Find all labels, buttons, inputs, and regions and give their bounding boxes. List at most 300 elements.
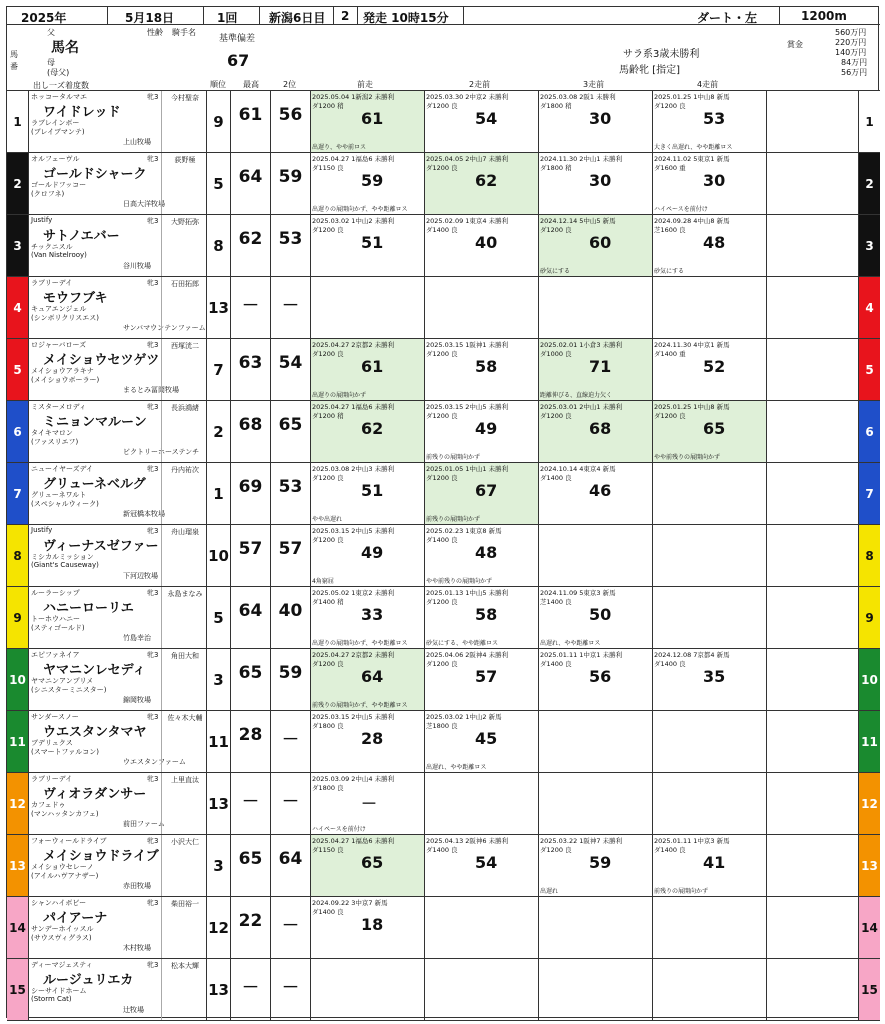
dam-name: シーサイドホーム [31, 987, 87, 995]
sire-name: ロジャーバローズ [31, 341, 87, 349]
race-course: ダ1400 良 [654, 846, 686, 854]
race-course: ダ1200 良 [654, 412, 686, 420]
blank-cell [767, 649, 858, 710]
blank-cell [767, 959, 858, 1020]
past-race [425, 339, 539, 400]
sire-name: ホッコータルマエ [31, 93, 87, 101]
jockey-block [161, 401, 207, 462]
race-note: やや前残りの展開向かず [654, 454, 721, 461]
race-note: 大きく出遅れ、やや距離ロス [654, 144, 733, 151]
horse-row [7, 711, 880, 773]
past-race [311, 525, 425, 586]
sire-name: ルーラーシップ [31, 589, 80, 597]
blank-cell [767, 773, 858, 834]
best-score: － [231, 773, 271, 834]
past-race [539, 897, 653, 958]
race-score: 61 [361, 357, 384, 376]
past-race [425, 277, 539, 338]
horse-name[interactable]: ヴィーナスゼファー [43, 539, 159, 554]
rank-value: 3 [207, 649, 231, 710]
horse-row [7, 835, 880, 897]
horse-number-right: 9 [858, 587, 880, 648]
horse-name[interactable]: パイアーナ [43, 911, 108, 926]
dam-name: ブデリュクス [31, 739, 73, 747]
past-race [425, 91, 539, 152]
past-race [311, 897, 425, 958]
horse-name-header: 馬名 [51, 40, 79, 56]
race-note: 出遅りの展開向かず、やや距離ロス [312, 206, 408, 213]
breeder-name: まるとみ冨岡牧場 [123, 386, 179, 394]
jockey-name: 大野拓弥 [171, 218, 199, 226]
race-course: ダ1400 良 [654, 660, 686, 668]
race-course: ダ1200 良 [540, 846, 572, 854]
race-date-venue: 2025.03.22 1阪神7 未勝利 [540, 837, 623, 845]
damsire-name: (サウスヴィグラス) [31, 934, 92, 942]
best-score: 22 [231, 897, 271, 958]
damsire-name: (スマートファルコン) [31, 748, 99, 756]
dam-name: ミシカルミッション [31, 553, 94, 561]
race-condition-2: 馬齢牝 [指定] [619, 65, 680, 76]
breeder-name: ビクトリーホーステンチ [123, 448, 200, 456]
race-score: 58 [475, 605, 498, 624]
best-score: － [231, 959, 271, 1020]
best-score: 63 [231, 339, 271, 400]
horse-name[interactable]: ハニーローリエ [43, 601, 134, 616]
jockey-block [161, 711, 207, 772]
horse-number-right: 11 [858, 711, 880, 772]
rank-value: 9 [207, 91, 231, 152]
damsire-name: (Storm Cat) [31, 995, 72, 1003]
past-race [311, 649, 425, 710]
dam-name: メイショウセレーノ [31, 863, 94, 871]
sex-age: 牝3 [147, 899, 159, 907]
past-race [539, 91, 653, 152]
race-course: ダ1200 良 [426, 164, 458, 172]
best-score: 28 [231, 711, 271, 772]
jockey-name: 角田大和 [171, 652, 199, 660]
jockey-name: 石田拓郎 [171, 280, 199, 288]
race-score: 46 [589, 481, 612, 500]
horse-number-right: 15 [858, 959, 880, 1020]
horse-number: 8 [7, 525, 29, 586]
horse-name[interactable]: ヴィオラダンサー [43, 787, 147, 802]
race-course: ダ1400 良 [426, 226, 458, 234]
race-score: 64 [361, 667, 384, 686]
horse-number-right: 1 [858, 91, 880, 152]
race-note: 砂気にする [540, 268, 571, 275]
horse-row [7, 649, 880, 711]
race-date-venue: 2025.03.01 2中山1 未勝利 [540, 403, 623, 411]
past-race [311, 773, 425, 834]
race-score: 62 [361, 419, 384, 438]
race-course: ダ1400 重 [654, 350, 686, 358]
past-race [311, 587, 425, 648]
rank-value: 7 [207, 339, 231, 400]
sire-name: シャンハイボビー [31, 899, 87, 907]
past-race [539, 401, 653, 462]
horse-row [7, 525, 880, 587]
blank-cell [767, 463, 858, 524]
jockey-name: 松本大輝 [171, 962, 199, 970]
race-date-venue: 2025.02.01 1小倉3 未勝利 [540, 341, 623, 349]
race-course: ダ1200 稍 [312, 102, 344, 110]
race-score: 65 [361, 853, 384, 872]
race-score: 51 [361, 233, 384, 252]
race-kai: 1回 [217, 11, 238, 25]
jockey-block [161, 339, 207, 400]
rank-value: 13 [207, 773, 231, 834]
damsire-name: (Van Nistelrooy) [31, 251, 87, 259]
past-race [425, 401, 539, 462]
past-race [653, 587, 767, 648]
race-date-venue: 2025.03.15 1阪神1 未勝利 [426, 341, 509, 349]
sex-age: 牝3 [147, 589, 159, 597]
race-score: 30 [703, 171, 726, 190]
jockey-block [161, 835, 207, 896]
past-race [539, 153, 653, 214]
race-course: ダ1800 稍 [540, 164, 572, 172]
breeder-name: ウエスタンファーム [123, 758, 186, 766]
race-date-venue: 2025.01.25 1中山8 新馬 [654, 403, 730, 411]
dam-name: ゴールドフッコー [31, 181, 87, 189]
sex-age: 牝3 [147, 527, 159, 535]
second-score: － [271, 959, 311, 1020]
race-score: 41 [703, 853, 726, 872]
best-score: － [231, 277, 271, 338]
sex-age: 牝3 [147, 155, 159, 163]
sex-age: 牝3 [147, 93, 159, 101]
blank-cell [767, 401, 858, 462]
rank-value: 8 [207, 215, 231, 276]
race-note: やや前残りの展開向かず [426, 578, 493, 585]
race-score: － [361, 794, 378, 813]
race-date: 5月18日 [125, 11, 175, 25]
race-course: ダ1600 重 [654, 164, 686, 172]
race-date-venue: 2025.01.11 1中京1 未勝利 [540, 651, 623, 659]
second-score: 56 [271, 91, 311, 152]
race-date-venue: 2025.03.02 1中山2 新馬 [426, 713, 502, 721]
past-race [311, 959, 425, 1020]
blank-cell [767, 525, 858, 586]
past-race [653, 277, 767, 338]
distance: 1200m [801, 9, 847, 23]
breeder-name: 辻牧場 [123, 1006, 144, 1014]
race-date-venue: 2024.09.28 4中山8 新馬 [654, 217, 730, 225]
breeder-name: サンバマウンテンファーム [123, 324, 206, 332]
jockey-block [161, 959, 207, 1020]
race-course: ダ1000 良 [540, 350, 572, 358]
horse-name[interactable]: グリューネベルグ [43, 477, 146, 492]
race-note: 出遅り、やや前ロス [312, 144, 367, 151]
race-note: 砂気にする、やや距離ロス [426, 640, 499, 647]
horse-row [7, 401, 880, 463]
race-date-venue: 2025.03.15 2中山5 未勝利 [426, 403, 509, 411]
past-race [539, 587, 653, 648]
race-note: 出遅りの展開向かず、やや距離ロス [312, 640, 408, 647]
horse-row [7, 339, 880, 401]
sex-age: 牝3 [147, 651, 159, 659]
race-date-venue: 2024.12.14 5中山5 新馬 [540, 217, 616, 225]
sire-name: フォーウィールドライブ [31, 837, 107, 845]
past-race [539, 959, 653, 1020]
race-course: ダ1800 稍 [540, 102, 572, 110]
blank-cell [767, 897, 858, 958]
race-score: 48 [703, 233, 726, 252]
rank-value: 3 [207, 835, 231, 896]
horse-name[interactable]: ウエスタンタマヤ [43, 725, 147, 740]
race-course: ダ1200 良 [426, 412, 458, 420]
breeder-name: 下河辺牧場 [123, 572, 158, 580]
past-race [653, 401, 767, 462]
jockey-name: 今村聖奈 [171, 94, 199, 102]
past-race [425, 215, 539, 276]
horse-number: 2 [7, 153, 29, 214]
dam-name: キュアエンジェル [31, 305, 87, 313]
race-course: 芝1400 良 [540, 598, 572, 606]
race-date-venue: 2025.01.25 1中山8 新馬 [654, 93, 730, 101]
race-score: 53 [703, 109, 726, 128]
sire-name: エピファネイア [31, 651, 80, 659]
jockey-block [161, 773, 207, 834]
best-score: 57 [231, 525, 271, 586]
race-score: 30 [589, 109, 612, 128]
best-score: 69 [231, 463, 271, 524]
race-score: 28 [361, 729, 384, 748]
race-note: やや出遅れ [312, 516, 343, 523]
horse-number-right: 7 [858, 463, 880, 524]
jockey-name: 丹内祐次 [171, 466, 199, 474]
race-number: 2 [341, 9, 350, 23]
race-score: 33 [361, 605, 384, 624]
race-score: 50 [589, 605, 612, 624]
race-course: ダ1400 良 [540, 474, 572, 482]
base-value: 67 [227, 51, 250, 70]
race-date-venue: 2025.04.13 2阪神6 未勝利 [426, 837, 509, 845]
jockey-name: 佐々木大輔 [167, 714, 203, 722]
race-note: 前残りの展開向かず [426, 454, 481, 461]
horse-number-right: 6 [858, 401, 880, 462]
race-course: 芝1600 良 [654, 226, 686, 234]
breeder-name: 谷川牧場 [123, 262, 151, 270]
race-note: 4角窮屈 [312, 578, 334, 585]
rank-value: 1 [207, 463, 231, 524]
race-note: 前残りの展開向かず、やや距離ロス [312, 702, 408, 709]
past-race [653, 897, 767, 958]
horse-number: 14 [7, 897, 29, 958]
race-note: 前残りの展開向かず [654, 888, 709, 895]
past-race [425, 587, 539, 648]
blank-cell [767, 339, 858, 400]
race-score: 65 [703, 419, 726, 438]
blank-cell [767, 91, 858, 152]
race-course: ダ1150 良 [312, 846, 344, 854]
sire-name: サンダースノー [31, 713, 79, 721]
past-race [425, 773, 539, 834]
second-score: － [271, 773, 311, 834]
race-date-venue: 2024.11.30 2中山1 未勝利 [540, 155, 623, 163]
race-score: 18 [361, 915, 384, 934]
horse-number: 4 [7, 277, 29, 338]
race-course: ダ1200 良 [426, 474, 458, 482]
dam-name: ヤマニンアンプリメ [31, 677, 94, 685]
past-race [425, 153, 539, 214]
past-race [653, 463, 767, 524]
second-score: 59 [271, 649, 311, 710]
race-course: ダ1400 良 [426, 536, 458, 544]
horse-number-right: 13 [858, 835, 880, 896]
sex-age: 牝3 [147, 713, 159, 721]
past-race [653, 959, 767, 1020]
past-race [653, 773, 767, 834]
damsire-name: (Giant's Causeway) [31, 561, 99, 569]
breeder-name: 新冠橋本牧場 [123, 510, 165, 518]
horse-name[interactable]: ミニョンマルーン [43, 415, 147, 430]
second-score: 53 [271, 463, 311, 524]
sire-name: ディーマジェスティ [31, 961, 93, 969]
dam-name: メイショウアラキナ [31, 367, 94, 375]
horse-number-right: 12 [858, 773, 880, 834]
race-course: ダ1200 稍 [312, 412, 344, 420]
past-race [539, 649, 653, 710]
race-course: ダ1200 良 [312, 660, 344, 668]
past-race [311, 711, 425, 772]
race-course: 芝1800 良 [426, 722, 458, 730]
race-course: ダ1400 良 [540, 660, 572, 668]
best-score: 64 [231, 587, 271, 648]
race-date-venue: 2025.03.15 2中山5 未勝利 [312, 527, 395, 535]
dam-name: サンデーホイッスル [31, 925, 94, 933]
race-date-venue: 2025.04.27 1福島6 未勝利 [312, 155, 395, 163]
past-race [425, 711, 539, 772]
race-date-venue: 2025.04.27 1福島6 未勝利 [312, 403, 395, 411]
past-race [311, 401, 425, 462]
sire-name: ラブリーデイ [31, 279, 73, 287]
past-race [653, 339, 767, 400]
horse-number: 3 [7, 215, 29, 276]
horse-name[interactable]: メイショウドライブ [43, 849, 159, 864]
race-score: 52 [703, 357, 726, 376]
damsire-name: (シンボリクリスエス) [31, 314, 100, 322]
race-note: 前残りの展開向かず [426, 516, 481, 523]
race-score: 49 [475, 419, 498, 438]
race-course: ダ1200 良 [426, 102, 458, 110]
sex-age: 牝3 [147, 775, 159, 783]
rank-value: 5 [207, 587, 231, 648]
past-race [311, 277, 425, 338]
race-score: 35 [703, 667, 726, 686]
race-note: ハイペースを前付け [654, 206, 708, 213]
horse-row [7, 587, 880, 649]
race-date-venue: 2025.03.30 2中京2 未勝利 [426, 93, 509, 101]
horse-row [7, 463, 880, 525]
horse-name[interactable]: ワイドレッド [43, 105, 121, 120]
race-date-venue: 2025.03.09 2中山4 未勝利 [312, 775, 395, 783]
second-score: 57 [271, 525, 311, 586]
race-header [7, 7, 880, 25]
past-race [311, 339, 425, 400]
past-race [653, 711, 767, 772]
horse-name[interactable]: サトノエバー [43, 229, 120, 244]
race-date-venue: 2025.05.02 1東京2 未勝利 [312, 589, 395, 597]
race-score: 60 [589, 233, 612, 252]
jockey-block [161, 463, 207, 524]
horse-number: 13 [7, 835, 29, 896]
blank-cell [767, 215, 858, 276]
race-date-venue: 2025.04.27 2京都2 未勝利 [312, 651, 395, 659]
race-date-venue: 2025.04.27 1福島6 未勝利 [312, 837, 395, 845]
horse-row [7, 91, 880, 153]
horse-number-right: 4 [858, 277, 880, 338]
past-race [425, 835, 539, 896]
race-course: ダ1400 良 [426, 846, 458, 854]
horse-name[interactable]: ゴールドシャーク [43, 167, 147, 182]
breeder-name: 日高大洋牧場 [123, 200, 165, 208]
damsire-name: (クロフネ) [31, 190, 65, 198]
race-score: 59 [361, 171, 384, 190]
second-score: 53 [271, 215, 311, 276]
past-race [653, 215, 767, 276]
past-race [539, 463, 653, 524]
race-course: ダ1200 良 [426, 660, 458, 668]
damsire-name: (アイルハヴアナザー) [31, 872, 99, 880]
race-date-venue: 2025.05.04 1新潟2 未勝利 [312, 93, 395, 101]
horse-name[interactable]: ヤマニンレセディ [43, 663, 146, 678]
race-course: ダ1150 良 [312, 164, 344, 172]
horse-number-right: 14 [858, 897, 880, 958]
race-date-venue: 2024.11.30 4中京1 新馬 [654, 341, 730, 349]
past-race [311, 215, 425, 276]
race-course: ダ1200 良 [540, 412, 572, 420]
past-race [311, 463, 425, 524]
race-date-venue: 2024.11.09 5東京3 新馬 [540, 589, 616, 597]
best-score: 62 [231, 215, 271, 276]
second-score: － [271, 277, 311, 338]
sex-age: 牝3 [147, 465, 159, 473]
race-course: ダ1200 良 [312, 226, 344, 234]
horse-name[interactable]: ルージュリエカ [43, 973, 134, 988]
race-date-venue: 2025.02.23 1東京8 新馬 [426, 527, 502, 535]
race-date-venue: 2025.03.08 2中山3 未勝利 [312, 465, 395, 473]
race-note: 出遅りの展開向かず [312, 392, 367, 399]
rank-value: 13 [207, 959, 231, 1020]
dam-name: タイキマロン [31, 429, 73, 437]
past-race [539, 773, 653, 834]
horse-number-right: 8 [858, 525, 880, 586]
jockey-name: 舟山瑠泉 [171, 528, 199, 536]
past-race [311, 835, 425, 896]
horse-name[interactable]: メイショウセツゲツ [43, 353, 160, 368]
sire-name: Justify [31, 526, 53, 534]
race-note: 距離伸びる、直線迫力欠く [540, 392, 613, 399]
horse-row [7, 773, 880, 835]
race-date-venue: 2025.03.02 1中山2 未勝利 [312, 217, 395, 225]
race-note: 出遅れ、やや距離ロス [540, 640, 601, 647]
dam-name: ラブレインボー [31, 119, 80, 127]
race-date-venue: 2025.01.05 1中山1 未勝利 [426, 465, 509, 473]
damsire-name: (スペシャルウィーク) [31, 500, 99, 508]
race-score: 68 [589, 419, 612, 438]
race-score: 57 [475, 667, 498, 686]
race-score: 54 [475, 109, 498, 128]
jockey-block [161, 587, 207, 648]
breeder-name: 木村牧場 [123, 944, 151, 952]
second-score: － [271, 711, 311, 772]
race-date-venue: 2024.12.08 7京都4 新馬 [654, 651, 730, 659]
past-race [539, 711, 653, 772]
damsire-name: (マンハッタンカフェ) [31, 810, 99, 818]
horse-name[interactable]: モウフブキ [43, 291, 108, 306]
jockey-block [161, 91, 207, 152]
